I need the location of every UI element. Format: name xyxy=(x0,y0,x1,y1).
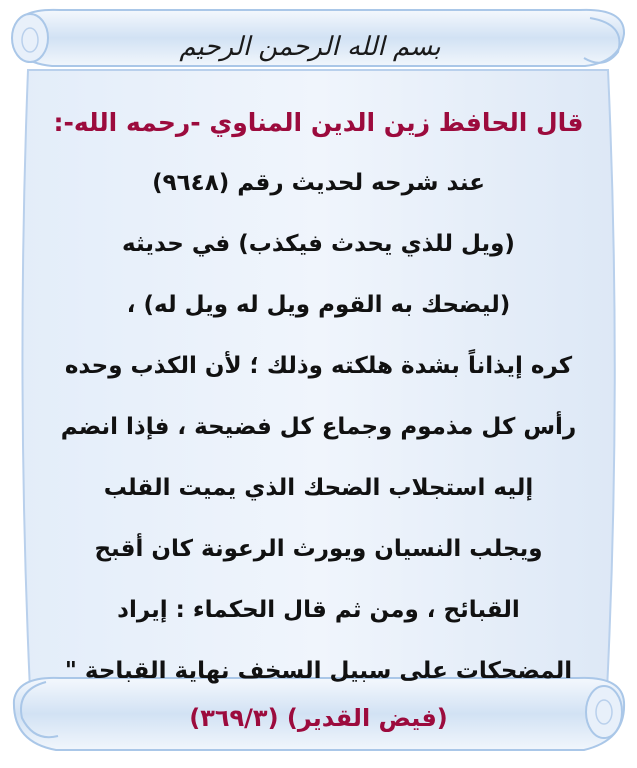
quote-line: (ليضحك به القوم ويل له ويل له) ، xyxy=(126,292,511,318)
quote-body xyxy=(30,92,607,702)
quote-line: إليه استجلاب الضحك الذي يميت القلب xyxy=(103,475,534,501)
quote-line: (ويل للذي يحدث فيكذب) في حديثه xyxy=(122,231,515,257)
basmala-calligraphy: بسم الله الرحمن الرحيم xyxy=(179,32,441,62)
quote-line: رأس كل مذموم وجماع كل فضيحة ، فإذا انضم xyxy=(60,414,577,440)
scroll-top-left-curl xyxy=(12,14,48,62)
quote-line: عند شرحه لحديث رقم (٩٦٤٨) xyxy=(152,170,485,196)
quote-line: القبائح ، ومن ثم قال الحكماء : إيراد xyxy=(117,597,520,623)
quote-line: المضحكات على سبيل السخف نهاية القباحة " xyxy=(64,658,573,684)
quote-line: ويجلب النسيان ويورث الرعونة كان أقبح xyxy=(94,536,543,562)
quote-heading: قال الحافظ زين الدين المناوي -رحمه الله-: xyxy=(53,108,584,137)
source-citation: (فيض القدير) (٣٦٩/٣) xyxy=(189,704,448,732)
quote-line: كره إيذاناً بشدة هلكته وذلك ؛ لأن الكذب وحده xyxy=(64,353,573,379)
